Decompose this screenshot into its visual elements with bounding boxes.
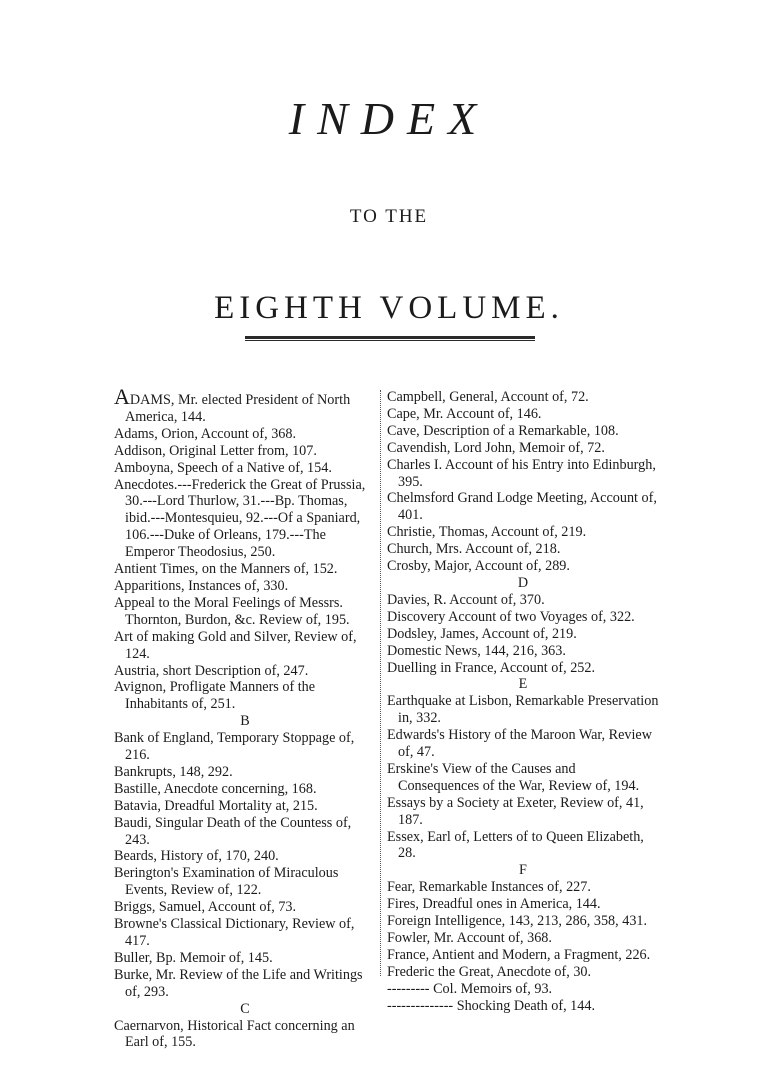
index-entry: Edwards's History of the Maroon War, Review of, 47.: [387, 727, 652, 761]
index-entry: Frederic the Great, Anecdote of, 30.: [387, 963, 592, 980]
index-entry: Foreign Intelligence, 143, 213, 286, 358, 431.: [387, 913, 648, 930]
index-entry: ADAMS, Mr. elected President of North America, 144.: [114, 384, 351, 425]
index-entry: Fires, Dreadful ones in America, 144.: [387, 896, 601, 913]
index-entry: Browne's Classical Dictionary, Review of, 417.: [114, 916, 355, 949]
index-entry: Bastille, Anecdote concerning, 168.: [114, 780, 317, 797]
index-entry: Adams, Orion, Account of, 368.: [114, 425, 297, 442]
index-section-letter: B: [240, 713, 250, 730]
index-entry: Earthquake at Lisbon, Remarkable Preservation in, 332.: [387, 693, 659, 727]
index-entry: Baudi, Singular Death of the Countess of, 243.: [114, 814, 352, 848]
index-entry: Appeal to the Moral Feelings of Messrs. Thornton, Burdon, &c. Review of, 195.: [114, 594, 350, 628]
index-entry: Fear, Remarkable Instances of, 227.: [387, 879, 591, 896]
index-entry: Domestic News, 144, 216, 363.: [387, 642, 566, 659]
index-entry: Davies, R. Account of, 370.: [387, 591, 545, 608]
index-entry: Bankrupts, 148, 292.: [114, 763, 233, 780]
index-entry: Caernarvon, Historical Fact concerning an Earl of, 155.: [114, 1017, 355, 1051]
index-entry: Fowler, Mr. Account of, 368.: [387, 930, 552, 946]
index-entry: Art of making Gold and Silver, Review of, 124.: [114, 628, 357, 662]
index-entry: -------------- Shocking Death of, 144.: [387, 997, 595, 1014]
index-section-letter: E: [518, 676, 528, 693]
index-entry: Cave, Description of a Remarkable, 108.: [387, 422, 619, 439]
index-entry: Addison, Original Letter from, 107.: [114, 442, 317, 459]
index-entry: Charles I. Account of his Entry into Edinburgh, 395.: [387, 456, 656, 490]
index-entry: Beards, History of, 170, 240.: [114, 848, 279, 865]
index-entry: Cape, Mr. Account of, 146.: [387, 405, 542, 422]
index-entry: --------- Col. Memoirs of, 93.: [387, 980, 553, 997]
index-entry: Dodsley, James, Account of, 219.: [387, 625, 577, 642]
index-entry: Burke, Mr. Review of the Life and Writings of, 293.: [114, 966, 363, 1000]
index-entry: Christie, Thomas, Account of, 219.: [387, 524, 587, 541]
index-entry: Briggs, Samuel, Account of, 73.: [114, 899, 297, 916]
index-entry: Cavendish, Lord John, Memoir of, 72.: [387, 439, 605, 456]
index-entry: Buller, Bp. Memoir of, 145.: [114, 949, 273, 966]
index-entry: Discovery Account of two Voyages of, 322.: [387, 608, 635, 625]
title-rule: [245, 336, 535, 341]
index-section-letter: C: [240, 1000, 250, 1017]
index-column-right: [387, 389, 659, 1015]
index-entry: Anecdotes.---Frederick the Great of Prussia, 30.---Lord Thurlow, 31.---Bp. Thomas, ibid.---Montesquieu, 92.---Of a Spaniard, 106.---Duke of Orleans, 179.---The Emperor Theodosius, 250.: [114, 476, 366, 561]
index-entry: Essays by a Society at Exeter, Review of, 41, 187.: [387, 794, 644, 828]
index-entry: Chelmsford Grand Lodge Meeting, Account of, 401.: [387, 490, 657, 524]
index-entry: Church, Mrs. Account of, 218.: [387, 541, 561, 558]
index-entry: Batavia, Dreadful Mortality at, 215.: [114, 797, 318, 814]
index-entry: Austria, short Description of, 247.: [114, 662, 309, 679]
index-section-letter: F: [519, 862, 527, 879]
index-entry: Bank of England, Temporary Stoppage of, 216.: [114, 730, 355, 764]
index-entry: Amboyna, Speech of a Native of, 154.: [114, 459, 332, 476]
index-entry: Duelling in France, Account of, 252.: [387, 659, 596, 676]
volume-heading: EIGHTH VOLUME.: [214, 290, 564, 326]
index-entry: Berington's Examination of Miraculous Events, Review of, 122.: [114, 865, 339, 899]
index-entry: Crosby, Major, Account of, 289.: [387, 558, 570, 575]
index-column-left: [114, 384, 376, 1051]
column-divider: [380, 390, 381, 976]
index-entry: Erskine's View of the Causes and Consequences of the War, Review of, 194.: [387, 760, 640, 794]
index-section-letter: D: [517, 574, 529, 591]
page-subtitle: TO THE: [349, 206, 429, 227]
index-entry: Campbell, General, Account of, 72.: [387, 389, 589, 405]
index-entry: France, Antient and Modern, a Fragment, 226.: [387, 946, 651, 963]
index-entry: Apparitions, Instances of, 330.: [114, 577, 289, 594]
index-entry: Essex, Earl of, Letters of to Queen Elizabeth, 28.: [387, 828, 644, 862]
index-entry: Avignon, Profligate Manners of the Inhabitants of, 251.: [114, 679, 316, 713]
index-entry: Antient Times, on the Manners of, 152.: [114, 561, 338, 578]
page-title: INDEX: [288, 93, 490, 144]
